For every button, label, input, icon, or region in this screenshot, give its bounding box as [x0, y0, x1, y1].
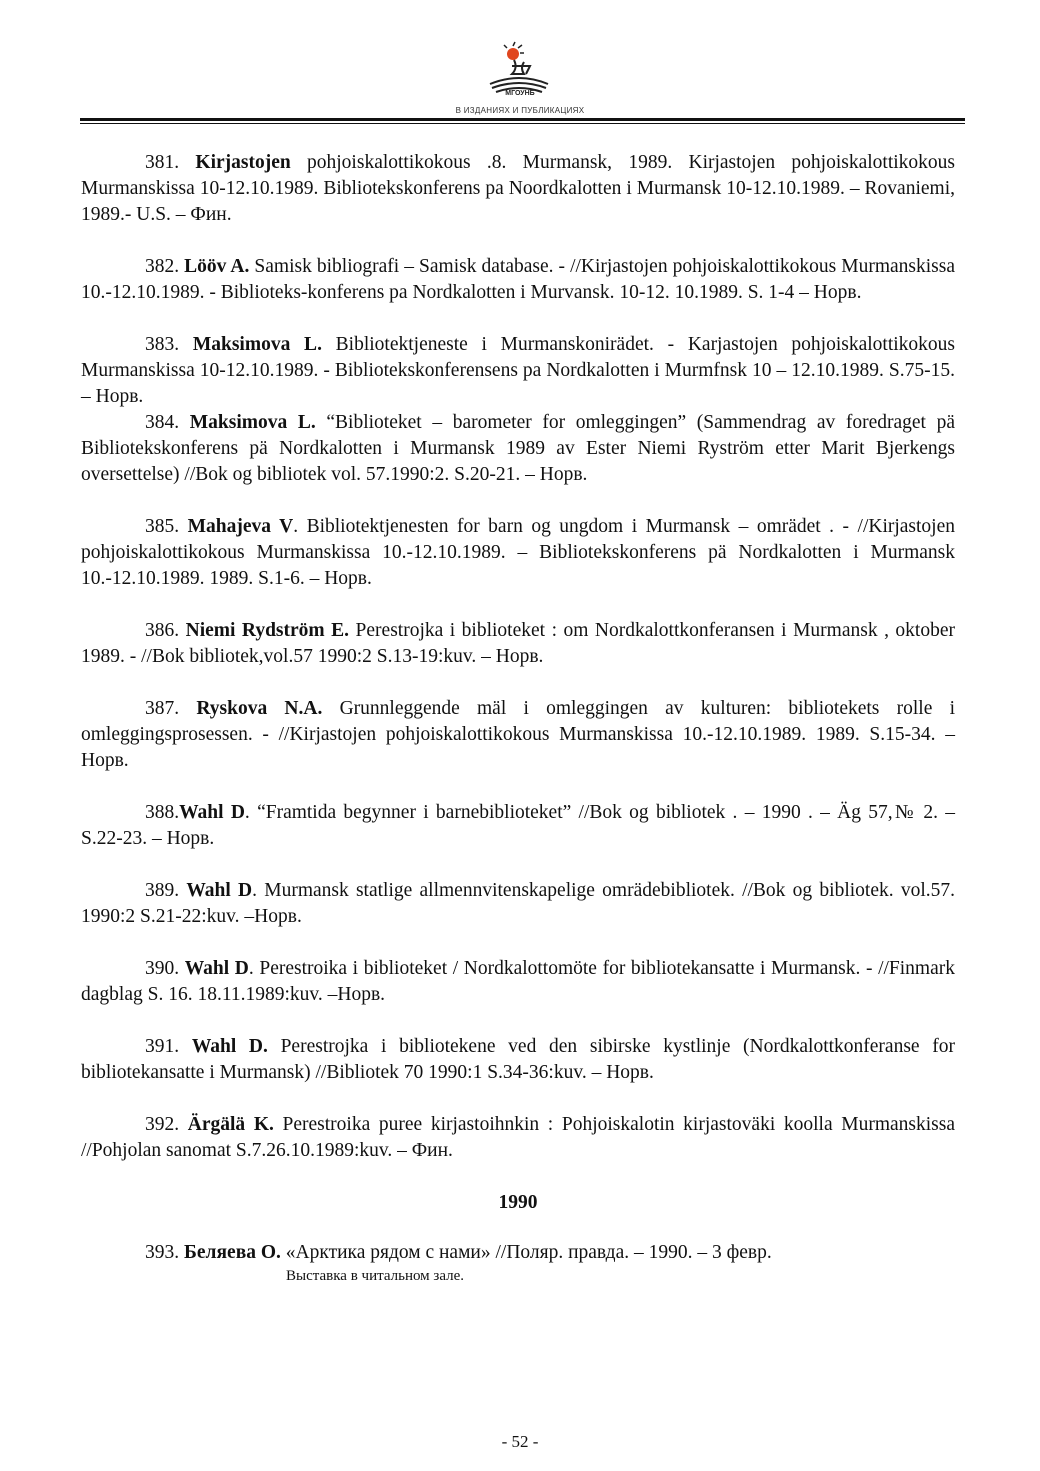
logo-text: МГОУНБ — [505, 90, 535, 97]
entry-author: Mahajeva V — [187, 516, 294, 537]
entry-note: Выставка в читальном зале. — [286, 1268, 465, 1284]
entry-383 — [81, 332, 955, 410]
entry-text: . “Framtida begynner i barnebiblioteket” //Bok og bibliotek . – 1990 . – Äg 57,№ 2. – S.22-23. – Норв. — [81, 802, 955, 849]
entry-386 — [81, 618, 955, 670]
entry-number: 386. — [145, 620, 180, 641]
entry-text: Grunnleggende mäl i omleggingen av kulturen: bibliotekets rolle i omleggingsprosessen. - //Kirjastojen pohjoiskalottikokous Murmanskissa 10.-12.10.1989. 1989. S.15-34. –Норв. — [81, 698, 956, 771]
entry-391 — [81, 1034, 955, 1086]
entry-392 — [81, 1112, 955, 1164]
entry-381 — [81, 150, 955, 228]
entry-number: 389. — [145, 880, 180, 901]
bibliography-list — [81, 150, 955, 1286]
entry-text: Perestroika puree kirjastoihnkin : Pohjoiskalotin kirjastoväki koolla Murmanskissa //Pohjolan sanomat S.7.26.10.1989:kuv. – Фин. — [81, 1114, 956, 1161]
entry-author: Ryskova N.A. — [196, 698, 323, 719]
entry-389 — [81, 878, 955, 930]
entry-number: 390. — [145, 958, 180, 979]
entry-number: 387. — [145, 698, 180, 719]
entry-text: “Biblioteket – barometer for omleggingen” (Sammendrag av foredraget pä Bibliotekskonferens pä Nordkalotten i Murmansk 1989 av Ester Niemi Ryström etter Marit Bjerkengs oversettelse) //Bok og bibliotek vol. 57.1990:2. S.20-21. – Норв. — [81, 412, 955, 485]
entry-text: Bibliotektjeneste i Murmanskonirädet. - Karjastojen pohjoiskalottikokous Murmanskissa 10-12.10.1989. - Bibliotekskonferensens pa Nordkalotten i Murmfnsk 10 – 12.10.1989. S.75-15. – Норв. — [81, 334, 956, 407]
entry-author: Wahl D — [184, 958, 249, 979]
entry-388 — [81, 800, 955, 852]
header-caption: В ИЗДАНИЯХ И ПУБЛИКАЦИЯХ — [455, 106, 585, 115]
entry-text: «Арктика рядом с нами» //Поляр. правда. – 1990. – 3 февр. — [280, 1242, 772, 1263]
entry-text: Samisk bibliografi – Samisk database. - //Kirjastojen pohjoiskalottikokous Murmanskissa 10.-12.10.1989. - Biblioteks-konferens pa Nordkalotten i Murvansk. 10-12. 10.1989. S. 1-4 – Норв. — [81, 256, 955, 303]
entry-number: 381. — [145, 152, 180, 173]
entry-author: Wahl D — [179, 802, 245, 823]
entry-author: Ärgälä K. — [187, 1114, 274, 1135]
entry-author: Беляева О. — [184, 1242, 281, 1263]
page-header — [0, 0, 1040, 125]
entry-number: 382. — [145, 256, 180, 277]
entry-387 — [81, 696, 955, 774]
entry-author: Niemi Rydström E. — [185, 620, 350, 641]
entry-384 — [81, 410, 955, 488]
header-rule — [80, 118, 965, 121]
entry-text: pohjoiskalottikokous .8. Murmansk, 1989. Kirjastojen pohjoiskalottikokous Murmanskissa 10-12.10.1989. Bibliotekskonferens pa Noordkalotten i Murmansk 10-12.10.1989. – Rovaniemi, 1989.- U.S. – Фин. — [81, 152, 956, 225]
entry-author: Wahl D — [186, 880, 253, 901]
entry-author: Wahl D. — [191, 1036, 268, 1057]
entry-number: 391. — [145, 1036, 180, 1057]
entry-author: Maksimova L. — [192, 334, 322, 355]
entry-text: . Perestroika i biblioteket / Nordkalottomöte for bibliotekansatte i Murmansk. - //Finmark dagblag S. 16. 18.11.1989:kuv. –Норв. — [81, 958, 956, 1005]
entry-number: 388. — [145, 802, 180, 823]
entry-382 — [81, 254, 955, 306]
header-rule-thin — [80, 123, 965, 124]
entry-number: 393. — [145, 1242, 180, 1263]
entry-393 — [81, 1240, 955, 1266]
entry-number: 392. — [145, 1114, 180, 1135]
entry-390 — [81, 956, 955, 1008]
entry-text: . Murmansk statlige allmennvitenskapelige omrädebibliotek. //Bok og bibliotek. vol.57. 1990:2 S.21-22:kuv. –Норв. — [81, 880, 956, 927]
entry-author: Lööv A. — [184, 256, 250, 277]
entry-author: Kirjastojen — [195, 152, 291, 173]
entry-number: 383. — [145, 334, 180, 355]
entry-text: Perestrojka i bibliotekene ved den sibirske kystlinje (Nordkalottkonferanse for bibliotekansatte i Murmansk) //Bibliotek 70 1990:1 S.34-36:kuv. – Норв. — [81, 1036, 955, 1083]
entry-text: Perestrojka i biblioteket : om Nordkalottkonferansen i Murmansk , oktober 1989. - //Bok bibliotek,vol.57 1990:2 S.13-19:kuv. – Норв. — [81, 620, 956, 667]
entry-number: 384. — [145, 412, 180, 433]
entry-text: . Bibliotektjenesten for barn og ungdom i Murmansk – omrädet . - //Kirjastojen pohjoiskalottikokous Murmanskissa 10.-12.10.1989. – Bibliotekskonferens pä Nordkalotten i Murmansk 10.-12.10.1989. 1989. S.1-6. – Норв. — [81, 516, 956, 589]
entry-number: 385. — [145, 516, 180, 537]
entry-385 — [81, 514, 955, 592]
entry-author: Maksimova L. — [189, 412, 316, 433]
year-heading: 1990 — [498, 1192, 538, 1213]
page-number: - 52 - — [501, 1432, 539, 1451]
